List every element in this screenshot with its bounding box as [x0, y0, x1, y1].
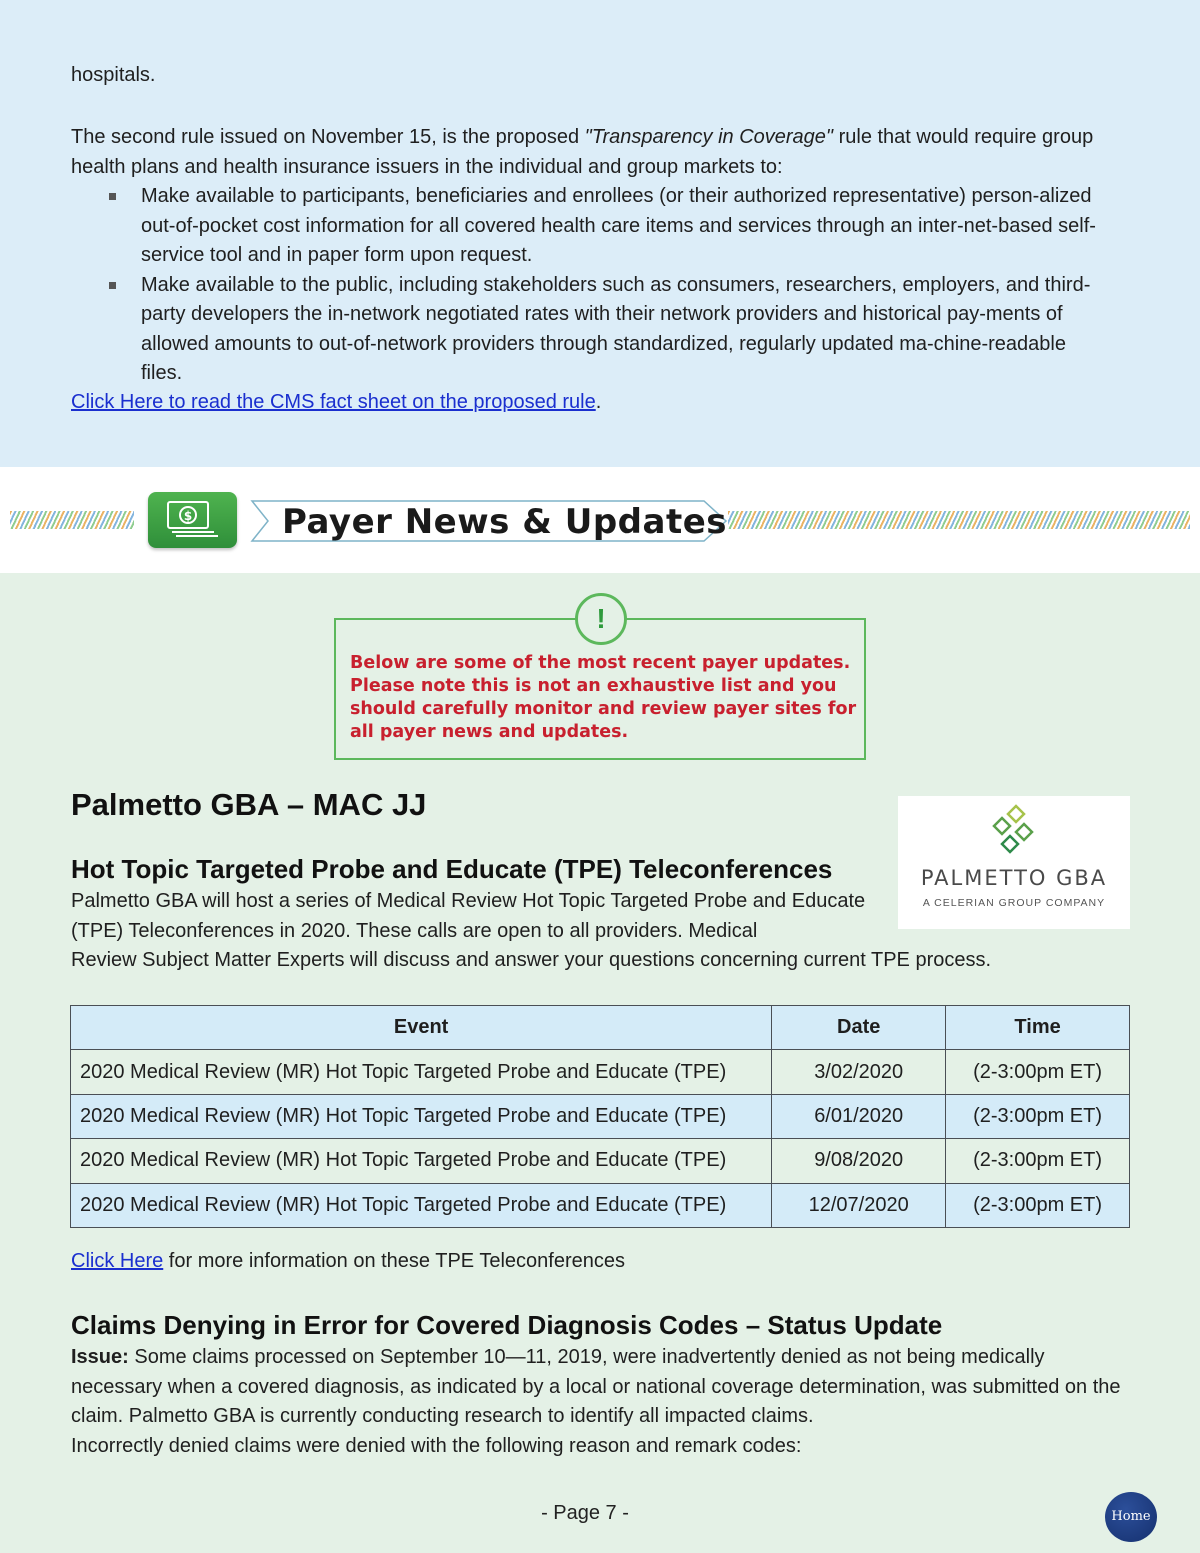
- money-bill-icon: [148, 492, 237, 548]
- time-cell: (2-3:00pm ET): [946, 1183, 1130, 1227]
- date-cell: 6/01/2020: [772, 1094, 946, 1138]
- palmetto-heading: Palmetto GBA – MAC JJ: [71, 787, 427, 822]
- table-row: [71, 1094, 1130, 1138]
- more-info-line: Click Here for more information on these TPE Teleconferences: [71, 1250, 625, 1272]
- table-row: [71, 1139, 1130, 1183]
- time-cell: (2-3:00pm ET): [946, 1139, 1130, 1183]
- page-number: - Page 7 -: [541, 1502, 629, 1524]
- continuation-text: hospitals.: [71, 64, 156, 86]
- issue-followup: Incorrectly denied claims were denied with the following reason and remark codes:: [71, 1434, 802, 1457]
- table-header-row: [71, 1006, 1130, 1050]
- home-button[interactable]: Home: [1105, 1492, 1157, 1542]
- event-cell: 2020 Medical Review (MR) Hot Topic Targeted Probe and Educate (TPE): [71, 1139, 772, 1183]
- logo-name: PALMETTO GBA: [920, 866, 1108, 890]
- table-row: [71, 1183, 1130, 1227]
- transparency-paragraph: The second rule issued on November 15, is the proposed "Transparency in Coverage" rule that would require group health plans and health insurance issuers in the individual and group markets to:: [71, 126, 1094, 178]
- list-item: Make available to participants, beneficiaries and enrollees (or their authorized representative) person-alized out-of-pocket cost information for all covered health care items and services through an inter-net-based self-service tool and in paper form upon request.: [71, 182, 1111, 271]
- decorative-stripe-right: [728, 511, 1190, 529]
- tpe-intro: Palmetto GBA will host a series of Medical Review Hot Topic Targeted Probe and Educate (TPE) Teleconferences in 2020. These calls are open to all providers. Medical Review Subject Matter Experts will discuss and answer your questions concerning current TPE process.: [71, 890, 992, 971]
- date-cell: 12/07/2020: [772, 1183, 946, 1227]
- fact-sheet-line: Click Here to read the CMS fact sheet on the proposed rule.: [71, 391, 602, 413]
- claims-heading: Claims Denying in Error for Covered Diagnosis Codes – Status Update: [71, 1310, 943, 1340]
- logo-subtitle: A CELERIAN GROUP COMPANY: [922, 897, 1106, 909]
- banner-title: Payer News & Updates: [282, 502, 727, 542]
- section-banner: [0, 467, 1200, 573]
- bullet-square-icon: [109, 282, 116, 289]
- transparency-rule-section: [0, 0, 1200, 467]
- svg-text:$: $: [183, 509, 193, 523]
- time-cell: (2-3:00pm ET): [946, 1050, 1130, 1094]
- event-cell: 2020 Medical Review (MR) Hot Topic Targeted Probe and Educate (TPE): [71, 1183, 772, 1227]
- cms-fact-sheet-link[interactable]: Click Here to read the CMS fact sheet on the proposed rule: [71, 391, 596, 413]
- notice-text: Below are some of the most recent payer updates. Please note this is not an exhaustive list and you should carefully monitor and review payer sites for all payer news and updates.: [350, 653, 857, 742]
- column-header-event: Event: [71, 1006, 772, 1050]
- time-cell: (2-3:00pm ET): [946, 1094, 1130, 1138]
- list-item: Make available to the public, including stakeholders such as consumers, researchers, employers, and third-party developers the in-network negotiated rates with their network providers and historical pay-ments of allowed amounts to out-of-network providers through standardized, regularly updated ma-chine-readable files.: [71, 271, 1111, 389]
- tpe-schedule-table: [70, 1005, 1130, 1228]
- column-header-date: Date: [772, 1006, 946, 1050]
- requirements-list: [71, 182, 1111, 389]
- date-cell: 9/08/2020: [772, 1139, 946, 1183]
- bullet-square-icon: [109, 193, 116, 200]
- issue-paragraph: Issue: Some claims processed on September 10—11, 2019, were inadvertently denied as not being medically necessary when a covered diagnosis, as indicated by a local or national coverage determination, was submitted on the claim. Palmetto GBA is currently conducting research to identify all impacted claims. Incorrectly denied claims were denied with the following reason and remark codes:: [71, 1346, 1121, 1457]
- issue-label: Issue:: [71, 1346, 129, 1368]
- date-cell: 3/02/2020: [772, 1050, 946, 1094]
- tpe-heading: Hot Topic Targeted Probe and Educate (TPE) Teleconferences: [71, 854, 833, 884]
- tpe-more-info-link[interactable]: Click Here: [71, 1250, 164, 1272]
- palmetto-leaf-icon: [898, 796, 1130, 866]
- exclamation-icon: !: [575, 593, 627, 645]
- event-cell: 2020 Medical Review (MR) Hot Topic Targeted Probe and Educate (TPE): [71, 1050, 772, 1094]
- table-row: [71, 1050, 1130, 1094]
- decorative-stripe-left: [10, 511, 134, 529]
- column-header-time: Time: [946, 1006, 1130, 1050]
- event-cell: 2020 Medical Review (MR) Hot Topic Targeted Probe and Educate (TPE): [71, 1094, 772, 1138]
